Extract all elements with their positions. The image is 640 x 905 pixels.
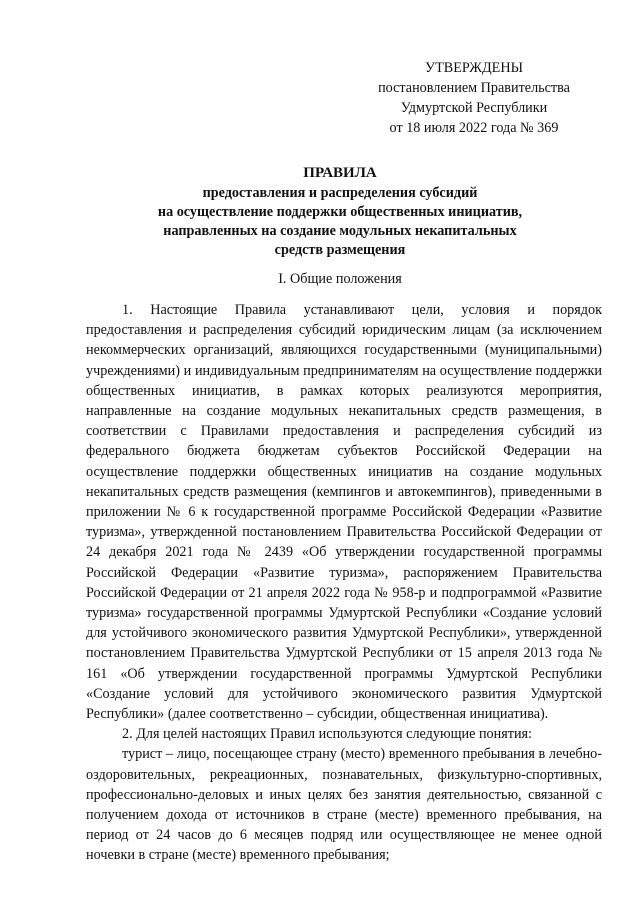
approval-line-3: Удмуртской Республики (400, 100, 548, 116)
approval-line-2: постановлением Правительства (378, 80, 570, 96)
title-line-1: предоставления и распределения субсидий (202, 185, 478, 201)
approval-line-4: от 18 июля 2022 года № 369 (389, 120, 559, 136)
section-heading: I. Общие положения (278, 271, 402, 287)
document-body (86, 300, 602, 866)
title-line-3: направленных на создание модульных некапитальных (163, 223, 517, 239)
approval-stamp (360, 58, 588, 138)
paragraph-2: 2. Для целей настоящих Правил используются следующие понятия: (122, 726, 533, 743)
document-title (90, 164, 590, 260)
paragraph-3: турист – лицо, посещающее страну (место) временного пребывания в лечебно-оздоровительных, рекреационных, познавательных, физкультурно-спортивных, профессионально-деловых и иных целях без занятия деятельностью, связанной с получением дохода от источников в стране (месте) временного пребывания, на период от 24 часов до 6 месяцев подряд или осуществляющее не менее одной ночевки в стране (месте) временного пребывания; (86, 746, 602, 864)
approval-line-1: УТВЕРЖДЕНЫ (425, 60, 523, 76)
title-line-2: на осуществление поддержки общественных инициатив, (157, 204, 523, 220)
paragraph-1: 1. Настоящие Правила устанавливают цели, условия и порядок предоставления и распределения субсидий юридическим лицам (за исключением некоммерческих организаций, являющихся государственными (муниципальными) учреждениями) и индивидуальным предпринимателям на осуществление поддержки общественных инициатив, в рамках которых реализуются мероприятия, направленные на создание модульных некапитальных средств размещения, в соответствии с Правилами предоставления и распределения субсидий из федерального бюджета бюджетам субъектов Российской Федерации на осуществление поддержки общественных инициатив на создание модульных некапитальных средств размещения (кемпингов и автокемпингов), приведенными в приложении № 6 к государственной программе Российской Федерации «Развитие туризма», утвержденной постановлением Правительства Российской Федерации от 24 декабря 2021 года № 2439 «Об утверждении государственной программы Российской Федерации «Развитие туризма», распоряжением Правительства Российской Федерации от 21 апреля 2022 года № 958-р и подпрограммой «Развитие туризма» государственной программы Удмуртской Республики «Создание условий для устойчивого экономического развития Удмуртской Республики», утвержденной постановлением Правительства Удмуртской Республики от 15 апреля 2013 года № 161 «Об утверждении государственной программы Удмуртской Республики «Создание условий для устойчивого экономического развития Удмуртской Республики» (далее соответственно – субсидии, общественная инициатива). (86, 302, 602, 723)
title-line-4: средств размещения (274, 242, 406, 258)
title-main: ПРАВИЛА (303, 165, 377, 181)
